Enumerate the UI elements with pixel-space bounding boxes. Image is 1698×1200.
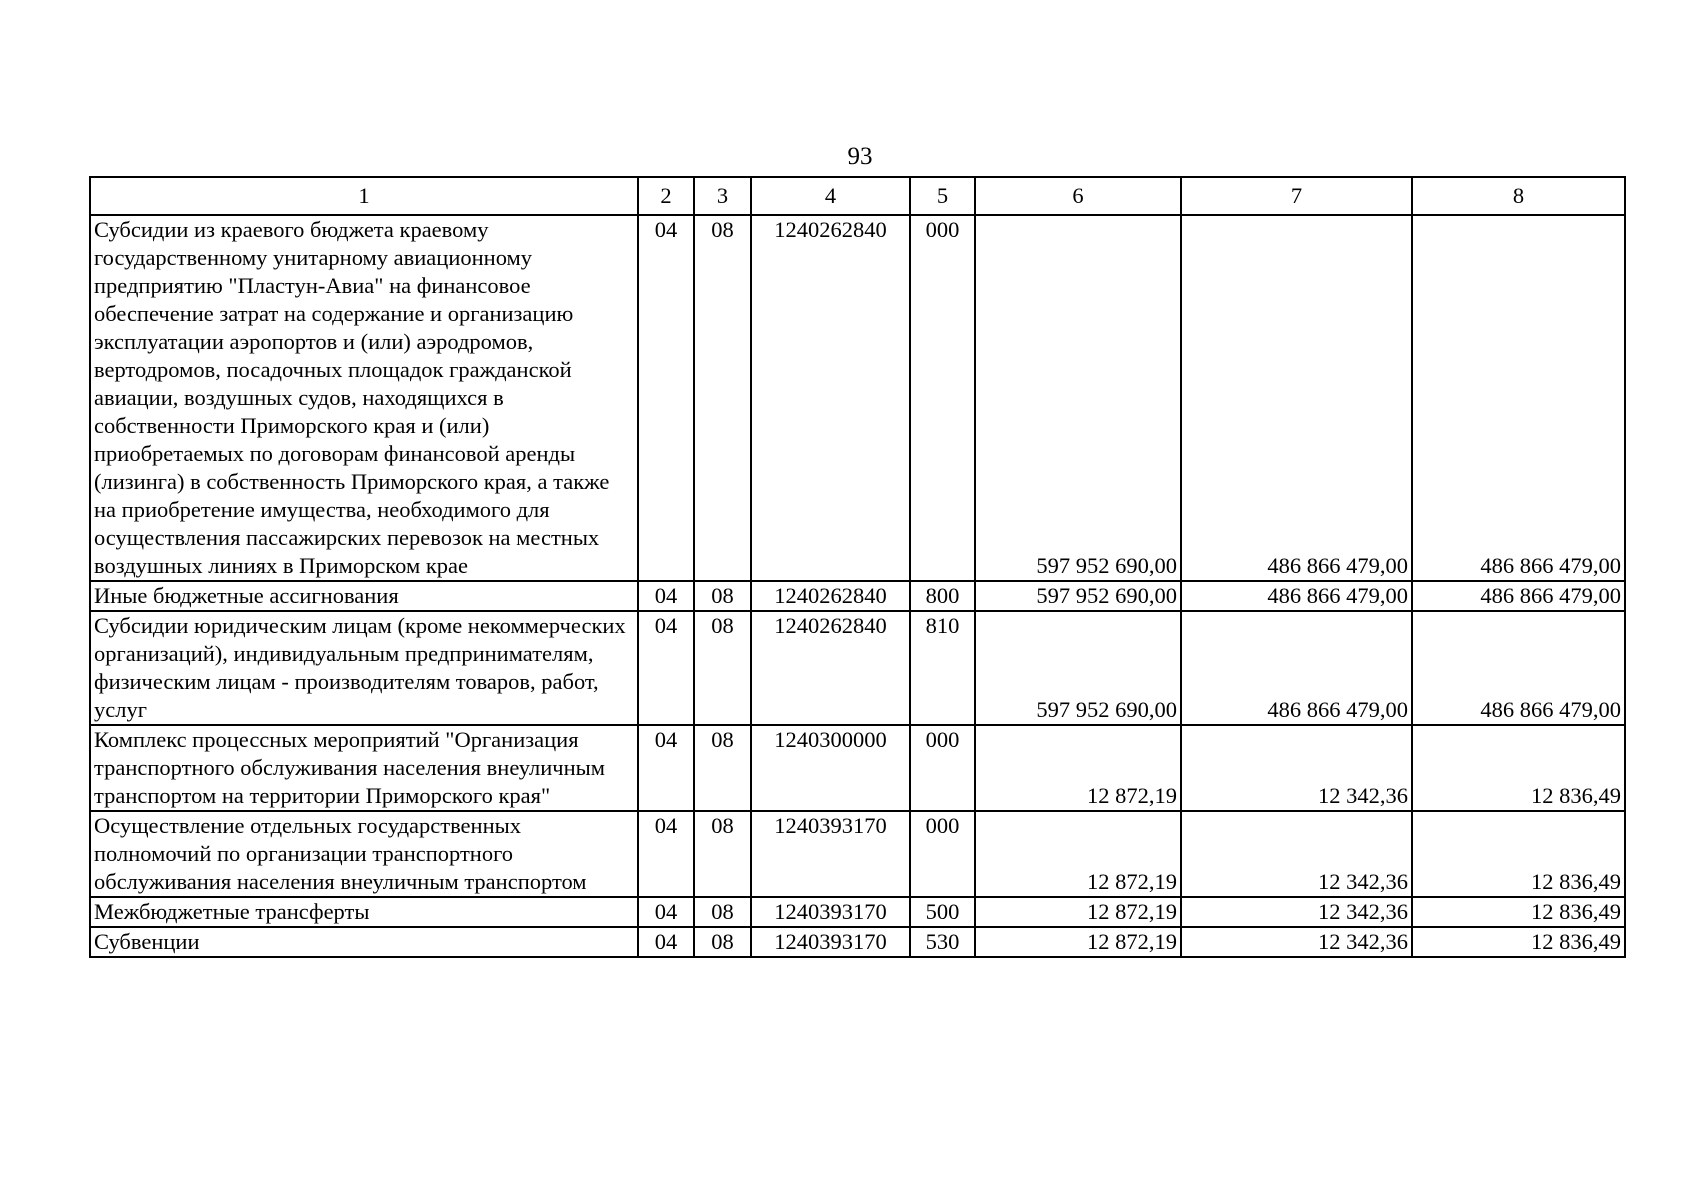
row-section: 04 xyxy=(638,927,694,957)
column-header-1: 1 xyxy=(90,177,638,215)
row-subsection: 08 xyxy=(694,215,751,581)
column-header-5: 5 xyxy=(910,177,975,215)
row-amount-col8: 486 866 479,00 xyxy=(1412,611,1625,725)
row-amount-col7: 486 866 479,00 xyxy=(1181,215,1412,581)
row-name: Межбюджетные трансферты xyxy=(90,897,638,927)
row-section: 04 xyxy=(638,811,694,897)
column-header-4: 4 xyxy=(751,177,910,215)
row-name: Комплекс процессных мероприятий "Организация транспортного обслуживания населения внеуличным транспортом на территории Приморского края" xyxy=(90,725,638,811)
page-number: 93 xyxy=(847,143,873,170)
row-section: 04 xyxy=(638,611,694,725)
row-expense-type: 500 xyxy=(910,897,975,927)
table-row xyxy=(90,927,1625,957)
row-name: Субвенции xyxy=(90,927,638,957)
table-row xyxy=(90,725,1625,811)
row-expense-type: 000 xyxy=(910,811,975,897)
row-amount-col8: 486 866 479,00 xyxy=(1412,581,1625,611)
row-subsection: 08 xyxy=(694,581,751,611)
table-row xyxy=(90,897,1625,927)
row-amount-col7: 486 866 479,00 xyxy=(1181,611,1412,725)
row-amount-col6: 597 952 690,00 xyxy=(975,581,1181,611)
row-subsection: 08 xyxy=(694,611,751,725)
table-row xyxy=(90,611,1625,725)
row-amount-col8: 12 836,49 xyxy=(1412,725,1625,811)
row-amount-col6: 12 872,19 xyxy=(975,811,1181,897)
row-amount-col6: 12 872,19 xyxy=(975,927,1181,957)
row-section: 04 xyxy=(638,897,694,927)
table-row xyxy=(90,581,1625,611)
column-header-8: 8 xyxy=(1412,177,1625,215)
row-target-article: 1240300000 xyxy=(751,725,910,811)
row-target-article: 1240393170 xyxy=(751,811,910,897)
row-expense-type: 530 xyxy=(910,927,975,957)
row-target-article: 1240393170 xyxy=(751,897,910,927)
row-amount-col6: 597 952 690,00 xyxy=(975,611,1181,725)
row-name: Осуществление отдельных государственных полномочий по организации транспортного обслуживания населения внеуличным транспортом xyxy=(90,811,638,897)
row-amount-col7: 12 342,36 xyxy=(1181,927,1412,957)
row-expense-type: 000 xyxy=(910,215,975,581)
row-name: Иные бюджетные ассигнования xyxy=(90,581,638,611)
table-row xyxy=(90,811,1625,897)
row-amount-col8: 12 836,49 xyxy=(1412,897,1625,927)
row-amount-col6: 597 952 690,00 xyxy=(975,215,1181,581)
row-section: 04 xyxy=(638,725,694,811)
column-header-7: 7 xyxy=(1181,177,1412,215)
row-amount-col7: 486 866 479,00 xyxy=(1181,581,1412,611)
row-target-article: 1240262840 xyxy=(751,611,910,725)
budget-table xyxy=(89,176,1626,958)
row-subsection: 08 xyxy=(694,725,751,811)
row-amount-col6: 12 872,19 xyxy=(975,725,1181,811)
row-amount-col7: 12 342,36 xyxy=(1181,725,1412,811)
row-expense-type: 000 xyxy=(910,725,975,811)
row-target-article: 1240262840 xyxy=(751,581,910,611)
row-target-article: 1240393170 xyxy=(751,927,910,957)
column-header-6: 6 xyxy=(975,177,1181,215)
row-section: 04 xyxy=(638,581,694,611)
row-amount-col8: 486 866 479,00 xyxy=(1412,215,1625,581)
row-amount-col8: 12 836,49 xyxy=(1412,927,1625,957)
column-header-2: 2 xyxy=(638,177,694,215)
row-name: Субсидии юридическим лицам (кроме некоммерческих организаций), индивидуальным предпринимателям, физическим лицам - производителям товаров, работ, услуг xyxy=(90,611,638,725)
row-amount-col6: 12 872,19 xyxy=(975,897,1181,927)
row-amount-col7: 12 342,36 xyxy=(1181,811,1412,897)
header-row xyxy=(90,177,1625,215)
row-amount-col8: 12 836,49 xyxy=(1412,811,1625,897)
table-row xyxy=(90,215,1625,581)
row-amount-col7: 12 342,36 xyxy=(1181,897,1412,927)
row-subsection: 08 xyxy=(694,897,751,927)
column-header-3: 3 xyxy=(694,177,751,215)
row-expense-type: 800 xyxy=(910,581,975,611)
row-subsection: 08 xyxy=(694,811,751,897)
row-name: Субсидии из краевого бюджета краевому государственному унитарному авиационному предприятию "Пластун-Авиа" на финансовое обеспечение затрат на содержание и организацию эксплуатации аэропортов и (или) аэродромов, вертодромов, посадочных площадок гражданской авиации, воздушных судов, находящихся в собственности Приморского края и (или) приобретаемых по договорам финансовой аренды (лизинга) в собственность Приморского края, а также на приобретение имущества, необходимого для осуществления пассажирских перевозок на местных воздушных линиях в Приморском крае xyxy=(90,215,638,581)
row-section: 04 xyxy=(638,215,694,581)
row-target-article: 1240262840 xyxy=(751,215,910,581)
row-expense-type: 810 xyxy=(910,611,975,725)
row-subsection: 08 xyxy=(694,927,751,957)
